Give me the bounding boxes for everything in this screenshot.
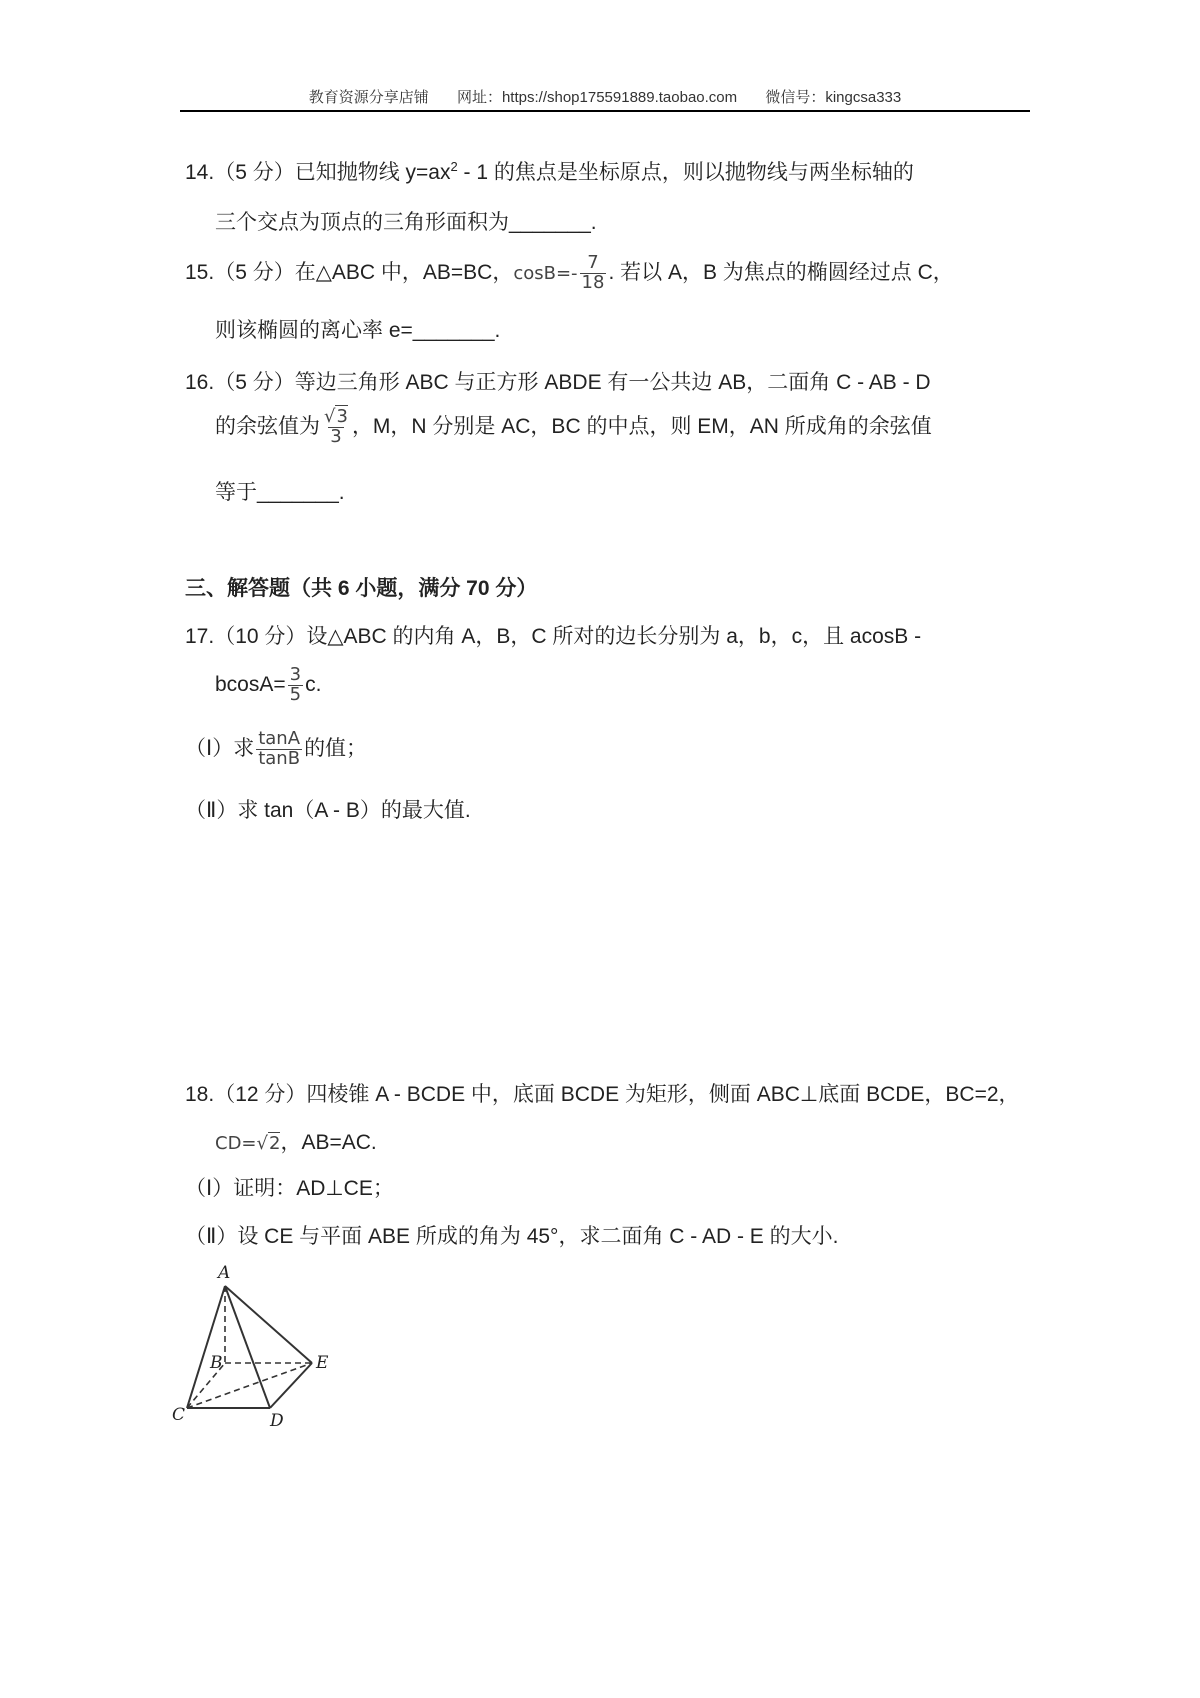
q16-fraction [322,408,350,447]
q15-text-a: 15.（5 分）在△ABC 中，AB=BC， [185,260,514,284]
q18-sqrt: √2 [256,1133,281,1154]
q17-fraction [288,666,303,705]
header-divider [180,110,1030,112]
q18-line1: 18.（12 分）四棱锥 A - BCDE 中，底面 BCDE 为矩形，侧面 ABC⊥底面 BCDE，BC=2， [185,1083,1020,1106]
q18-line2 [215,1126,377,1156]
q18-part2: （Ⅱ）设 CE 与平面 ABE 所成的角为 45°，求二面角 C - AD - E 的大小. [185,1225,839,1248]
q17-tan-fraction [256,730,302,769]
q17-line1: 17.（10 分）设△ABC 的内角 A，B，C 所对的边长分别为 a，b，c，且 acosB - [185,625,922,648]
q14-text-a: 14.（5 分）已知抛物线 y=ax [185,161,451,184]
label-D: D [270,1411,284,1430]
q14-text-b: - 1 的焦点是坐标原点，则以抛物线与两坐标轴的 [457,161,914,184]
q17-part1-text-b: 的值； [304,736,368,760]
q16-frac-num: √3 [324,406,348,427]
label-C: C [172,1405,186,1425]
q16-line1: 16.（5 分）等边三角形 ABC 与正方形 ABDE 有一公共边 AB，二面角 C - AB - D [185,371,931,394]
q14-exponent: 2 [450,159,458,174]
q17-part1-text-a: （Ⅰ）求 [185,736,255,760]
q18-cd-label: CD= [215,1133,257,1154]
q16-line3: 等于_______. [215,481,345,504]
q18-sqrt-radicand: 2 [269,1133,281,1154]
q15-line2: 则该椭圆的离心率 e=_______. [215,319,501,342]
q17-tan-den: tanB [258,747,301,769]
q14-line2: 三个交点为顶点的三角形面积为_______. [215,211,597,234]
label-A: A [218,1263,231,1283]
q18-part1: （Ⅰ）证明：AD⊥CE； [185,1177,394,1200]
q17-tan-num: tanA [258,728,301,749]
q16-sqrt-radicand: 3 [336,406,348,427]
edge-AE [225,1286,312,1363]
q17-part2: （Ⅱ）求 tan（A - B）的最大值. [185,799,471,822]
q17-frac-den: 5 [289,683,302,705]
q17-line2 [215,666,321,705]
q16-text-b: ，M，N 分别是 AC，BC 的中点，则 EM，AN 所成角的余弦值 [351,414,932,438]
q16-text-a: 的余弦值为 [215,414,320,438]
q15-cos-label: cosB=- [513,262,578,284]
label-E: E [316,1353,329,1373]
q15-fraction [580,254,607,293]
q16-frac-den: 3 [330,425,342,447]
q17-text-a: bcosA= [215,672,286,696]
q15-frac-den: 18 [581,271,605,293]
q15-text-b: . 若以 A，B 为焦点的椭圆经过点 C， [608,260,954,284]
q15-frac-num: 7 [587,252,599,273]
q14-line1 [185,156,914,186]
edge-AD [225,1286,270,1408]
q16-line2 [215,408,932,447]
section-title: 三、解答题（共 6 小题，满分 70 分） [185,577,538,600]
q18-text-b: ，AB=AC. [280,1131,377,1154]
header-wechat: 微信号：kingcsa333 [765,89,902,106]
q17-frac-num: 3 [289,664,302,685]
q17-part1 [185,730,367,769]
page-header [180,86,1030,107]
header-url: 网址：https://shop175591889.taobao.com [456,89,738,106]
header-shop: 教育资源分享店铺 [308,89,429,106]
label-B: B [210,1353,223,1373]
edge-AC [187,1286,225,1408]
q15-line1 [185,254,954,293]
pyramid-figure [170,1260,340,1430]
q17-text-b: c. [305,672,322,696]
edge-CE [187,1363,312,1408]
